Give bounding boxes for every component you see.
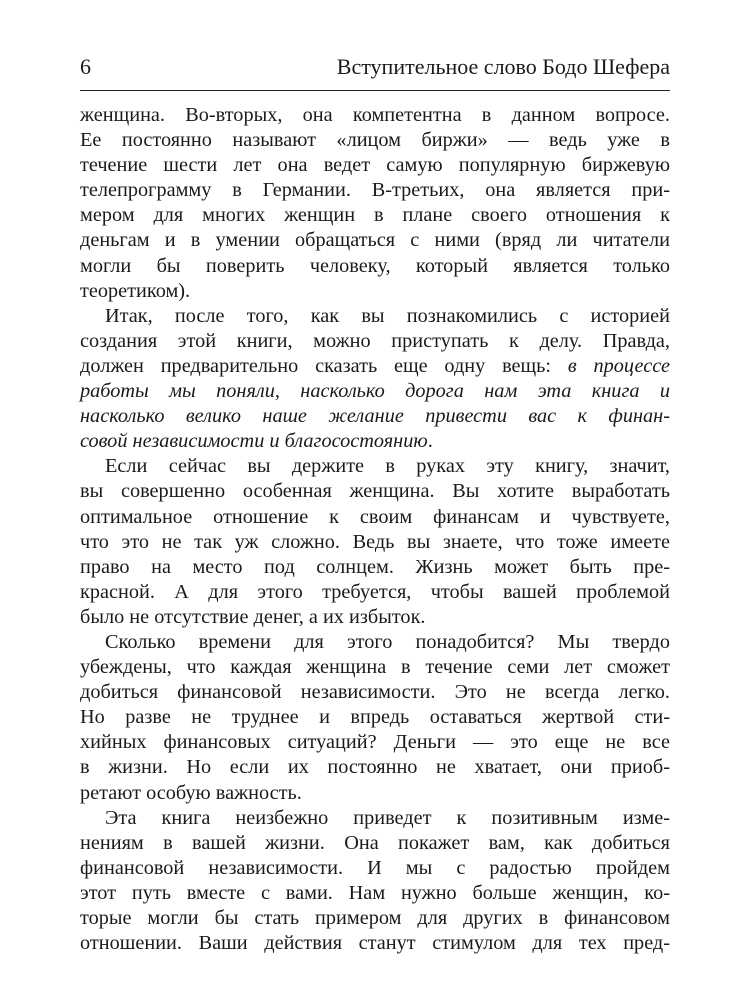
text-fragment: . [427, 430, 433, 453]
text-line: Если сейчас вы держите в руках эту книгу, значит, [105, 455, 670, 478]
text-line: работы мы поняли, насколько дорога нам эта книга и [80, 380, 670, 403]
text-line: телепрограмму в Германии. В-третьих, она является при- [80, 179, 670, 202]
text-line [80, 429, 670, 454]
text-line: было не отсутствие денег, а их избыток. [80, 605, 426, 628]
text-line: Но разве не труднее и впредь оставаться жертвой сти- [80, 706, 670, 729]
paragraph-4 [80, 630, 670, 806]
page-header [80, 52, 670, 91]
text-line: отношении. Ваши действия станут стимулом для тех пред- [80, 932, 670, 955]
text-line: оптимальное отношение к своим финансам и чувствуете, [80, 505, 670, 528]
book-page [80, 52, 670, 956]
text-line: мером для многих женщин в плане своего отношения к [80, 204, 670, 227]
text-line: нениям в вашей жизни. Она покажет вам, как добиться [80, 831, 670, 854]
paragraph-2 [80, 304, 670, 455]
text-line: теоретиком). [80, 279, 191, 302]
text-line: могли бы поверить человеку, который является только [80, 254, 670, 277]
text-line: Эта книга неизбежно приведет к позитивным изме- [105, 806, 670, 829]
paragraph-1 [80, 103, 670, 304]
text-line: женщина. Во-вторых, она компетентна в данном вопросе. [80, 104, 670, 126]
page-number: 6 [80, 54, 91, 79]
body-text [80, 103, 670, 956]
text-line: деньгам и в умении обращаться с ними (вряд ли читатели [80, 229, 670, 252]
text-line: Ее постоянно называют «лицом биржи» — ведь уже в [80, 129, 670, 152]
text-line: этот путь вместе с вами. Нам нужно больше женщин, ко- [80, 881, 670, 904]
text-line: течение шести лет она ведет самую популярную биржевую [80, 154, 670, 177]
text-line: насколько велико наше желание привести вас к финан- [80, 405, 670, 428]
text-line: в жизни. Но если их постоянно не хватает, они приоб- [80, 756, 670, 779]
paragraph-5 [80, 806, 670, 957]
italic-fragment: совой независимости и благосостоянию [80, 430, 428, 453]
text-line: хийных финансовых ситуаций? Деньги — это еще не все [80, 731, 670, 754]
text-line: создания этой книги, можно приступать к делу. Правда, [80, 329, 670, 352]
text-line: добиться финансовой независимости. Это не всегда легко. [80, 681, 670, 704]
text-fragment: должен предварительно сказать еще одну вещь: [80, 354, 568, 377]
text-line: убеждены, что каждая женщина в течение семи лет сможет [80, 656, 670, 679]
text-line: Итак, после того, как вы познакомились с историей [105, 304, 670, 327]
text-line: ретают особую важность. [80, 781, 302, 804]
text-line: что это не так уж сложно. Ведь вы знаете, что тоже имеете [80, 530, 670, 553]
text-line: торые могли бы стать примером для других в финансовом [80, 907, 670, 929]
text-line: право на место под солнцем. Жизнь может быть пре- [80, 555, 670, 578]
running-title: Вступительное слово Бодо Шефера [336, 54, 670, 79]
paragraph-3 [80, 454, 670, 630]
text-line: Сколько времени для этого понадобится? Мы твердо [105, 630, 670, 653]
text-line: финансовой независимости. И мы с радостью пройдем [80, 856, 670, 879]
text-line [80, 354, 670, 379]
text-line: вы совершенно особенная женщина. Вы хотите выработать [80, 480, 670, 503]
text-line: красной. А для этого требуется, чтобы вашей проблемой [80, 580, 670, 603]
italic-fragment: в процессе [567, 354, 670, 377]
